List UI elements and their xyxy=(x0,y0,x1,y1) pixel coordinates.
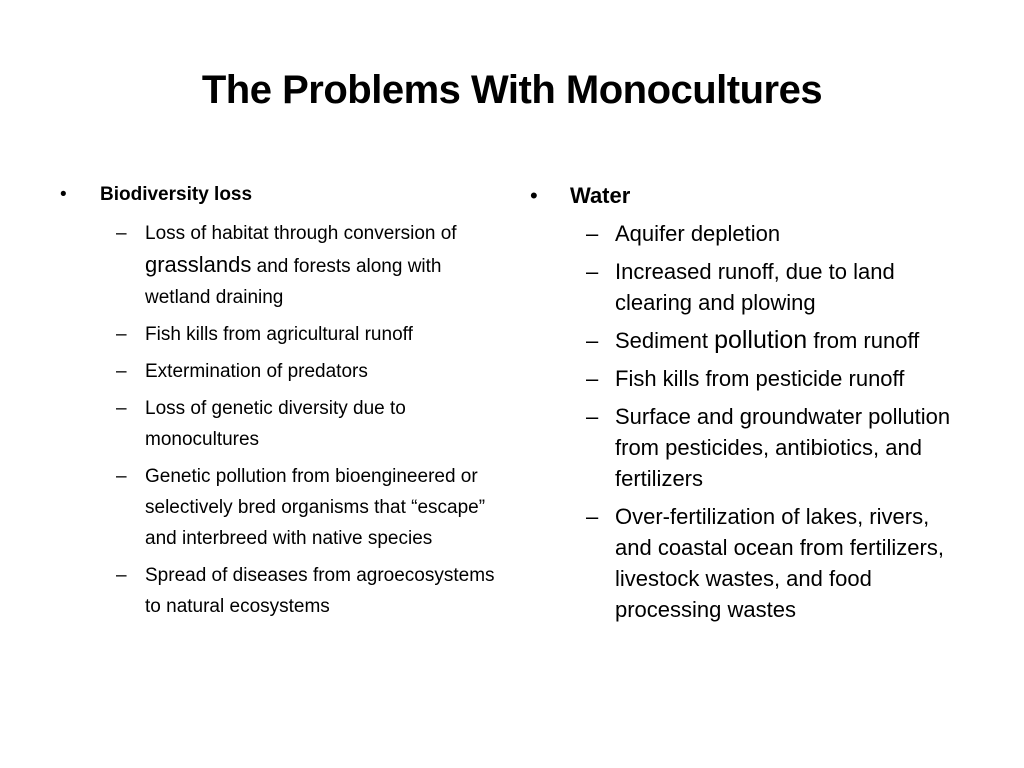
sub-bullet-item xyxy=(100,393,500,455)
sub-bullet-item xyxy=(100,356,500,387)
sub-bullet-item xyxy=(570,325,970,356)
dash-icon: – xyxy=(116,398,127,419)
sub-bullet-text: Increased runoff, due to land clearing and plowing xyxy=(615,259,895,315)
left-column xyxy=(60,180,500,622)
sub-bullet-emphasis: grasslands xyxy=(145,252,252,277)
dash-icon: – xyxy=(116,361,127,382)
bullet-water xyxy=(530,180,970,625)
right-column xyxy=(530,180,970,625)
left-bullet-list xyxy=(60,180,500,622)
sub-bullet-text: Spread of diseases from agroecosystems to natural ecosystems xyxy=(145,565,495,617)
sub-bullet-item xyxy=(570,218,970,249)
sub-bullet-text-part: Sediment xyxy=(615,328,715,353)
bullet-heading: Water xyxy=(570,183,631,208)
sub-bullet-text: Extermination of predators xyxy=(145,361,368,382)
slide-title: The Problems With Monocultures xyxy=(201,68,823,112)
sub-bullet-emphasis: pollution xyxy=(714,326,808,354)
sub-bullet-text: Loss of genetic diversity due to monocultures xyxy=(145,398,406,450)
bullet-dot-icon: • xyxy=(530,183,538,208)
sub-bullet-item xyxy=(570,401,970,494)
bullet-biodiversity-loss xyxy=(60,180,500,622)
sub-bullet-text: Aquifer depletion xyxy=(615,221,781,246)
sub-bullet-text: Fish kills from pesticide runoff xyxy=(615,366,905,391)
sub-bullet-item xyxy=(100,218,500,313)
sub-bullet-text: Fish kills from agricultural runoff xyxy=(145,324,413,345)
sub-bullet-item xyxy=(100,560,500,622)
dash-icon: – xyxy=(586,221,599,246)
bullet-dot-icon: • xyxy=(60,184,67,205)
bullet-heading: Biodiversity loss xyxy=(100,184,253,205)
dash-icon: – xyxy=(586,366,599,391)
sub-bullet-item xyxy=(100,461,500,554)
sub-bullet-item xyxy=(570,256,970,318)
sub-bullet-list xyxy=(100,218,500,622)
dash-icon: – xyxy=(116,223,127,244)
sub-bullet-item xyxy=(100,319,500,350)
sub-bullet-list xyxy=(570,218,970,625)
sub-bullet-item xyxy=(570,501,970,625)
sub-bullet-text-part: Loss of habitat through conversion of xyxy=(145,223,457,244)
dash-icon: – xyxy=(116,466,127,487)
sub-bullet-text: Over-fertilization of lakes, rivers, and coastal ocean from fertilizers, livestock wastes, and food processing wastes xyxy=(615,504,944,622)
sub-bullet-text: Surface and groundwater pollution from pesticides, antibiotics, and fertilizers xyxy=(615,404,951,491)
right-bullet-list xyxy=(530,180,970,625)
dash-icon: – xyxy=(586,404,599,429)
dash-icon: – xyxy=(116,565,127,586)
sub-bullet-text: Genetic pollution from bioengineered or selectively bred organisms that “escape” and interbreed with native species xyxy=(145,466,486,549)
dash-icon: – xyxy=(586,504,599,529)
dash-icon: – xyxy=(116,324,127,345)
sub-bullet-text-part: and forests along with wetland draining xyxy=(145,256,442,308)
sub-bullet-item xyxy=(570,363,970,394)
dash-icon: – xyxy=(586,328,599,353)
dash-icon: – xyxy=(586,259,599,284)
sub-bullet-text-part: from runoff xyxy=(807,328,920,353)
